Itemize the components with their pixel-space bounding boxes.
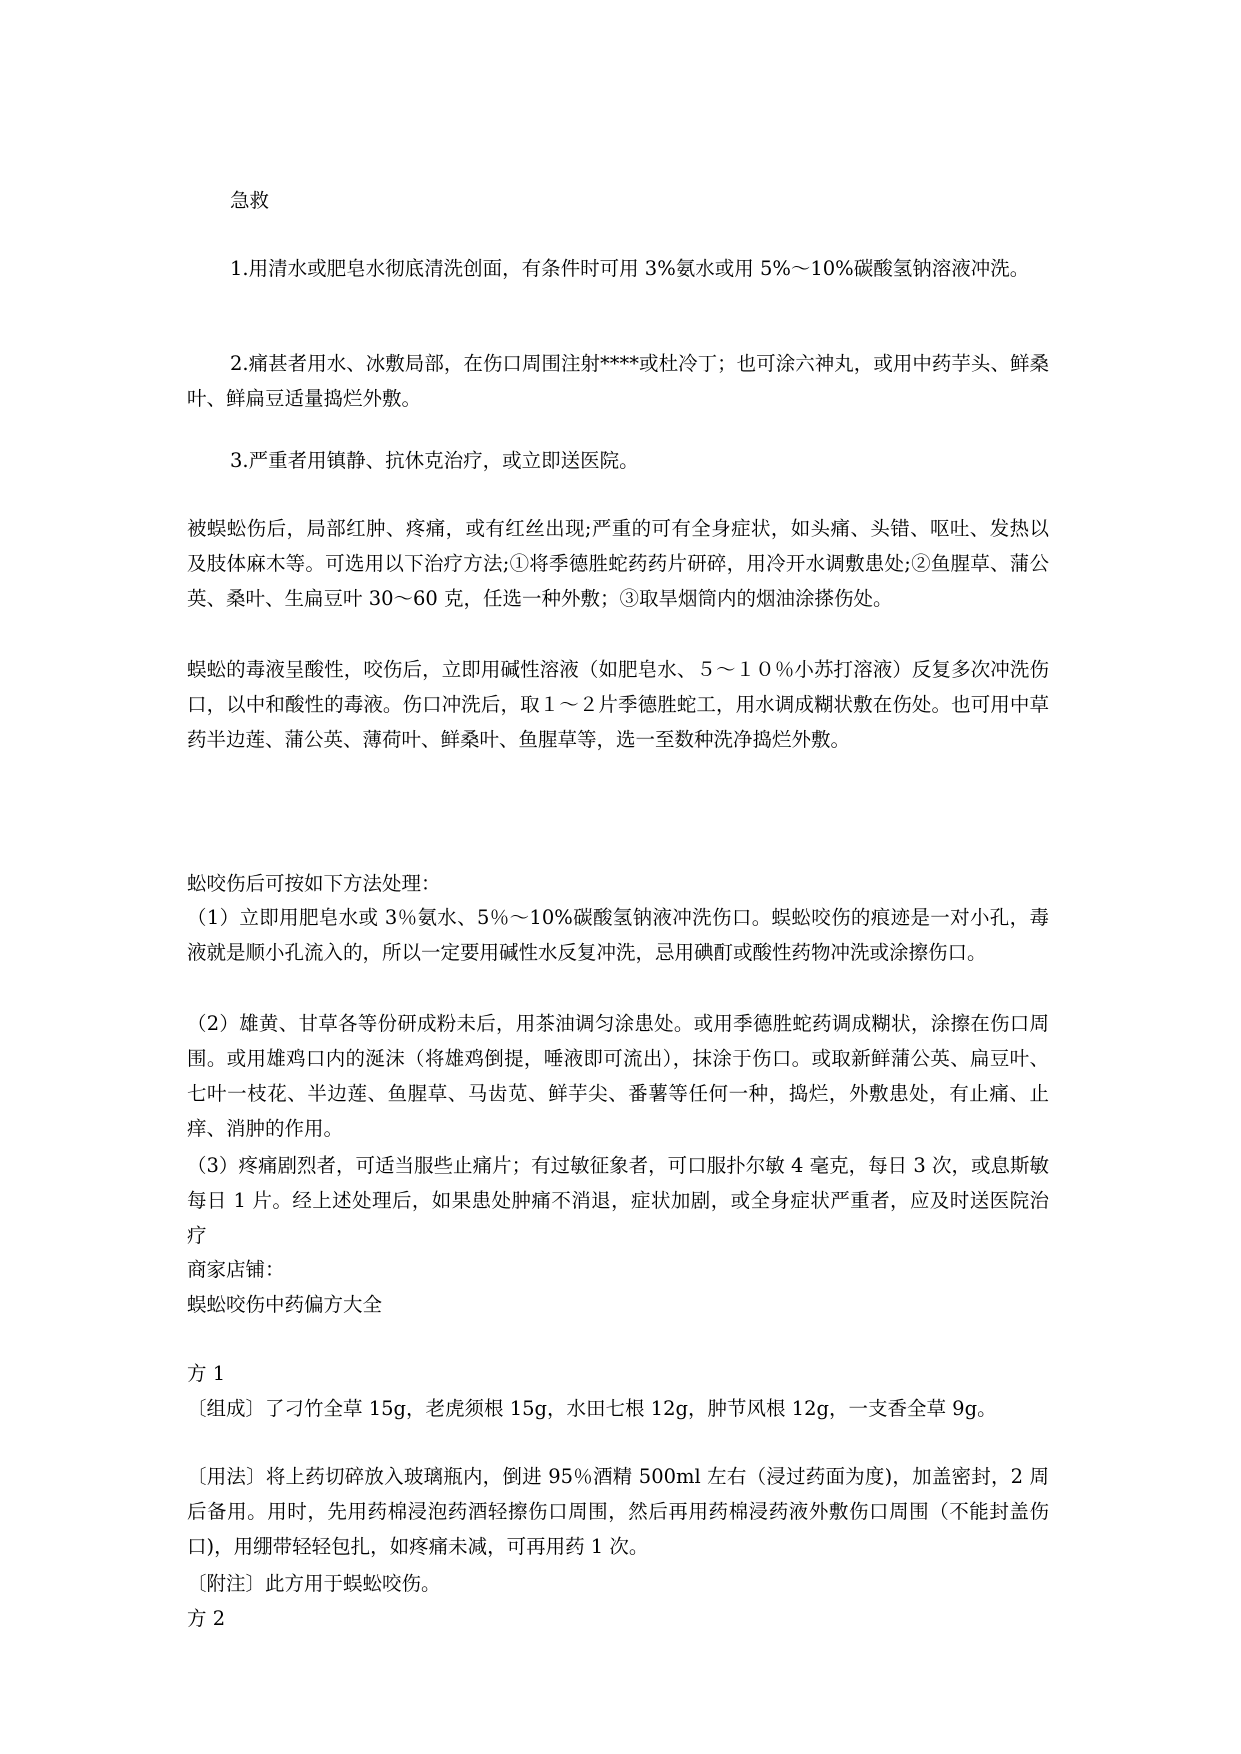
remedy-collection-title: 蜈蚣咬伤中药偏方大全 [187, 1293, 383, 1316]
recipe-1-composition: 〔组成〕了刁竹全草 15g，老虎须根 15g，水田七根 12g，肿节风根 12g，一支香全草 9g。 [187, 1397, 997, 1420]
recipe-1-label: 方 1 [187, 1362, 226, 1385]
recipe-2-label: 方 2 [187, 1607, 226, 1630]
treatment-item-3: （3）疼痛剧烈者，可适当服些止痛片；有过敏征象者，可口服扑尔敏 4 毫克，每日 3 次，或息斯敏每日 1 片。经上述处理后，如果患处肿痛不消退，症状加剧，或全身症状严重者，应及时送医院治疗 [187, 1154, 1049, 1247]
section-heading: 急救 [230, 189, 270, 212]
recipe-1-note: 〔附注〕此方用于蜈蚣咬伤。 [187, 1572, 441, 1595]
shop-label: 商家店铺： [187, 1258, 285, 1281]
first-aid-step-3: 3.严重者用镇静、抗休克治疗，或立即送医院。 [230, 449, 639, 472]
first-aid-step-2: 2.痛甚者用水、冰敷局部，在伤口周围注射****或杜冷丁；也可涂六神丸，或用中药芋头、鲜桑叶、鲜扁豆适量捣烂外敷。 [187, 352, 1049, 410]
treatment-item-1: （1）立即用肥皂水或 3％氨水、5％～10%碳酸氢钠液冲洗伤口。蜈蚣咬伤的痕迹是一对小孔，毒液就是顺小孔流入的，所以一定要用碱性水反复冲洗，忌用碘酊或酸性药物冲洗或涂擦伤口。 [187, 906, 1049, 964]
symptoms-paragraph: 被蜈蚣伤后，局部红肿、疼痛，或有红丝出现;严重的可有全身症状，如头痛、头错、呕吐、发热以及肢体麻木等。可选用以下治疗方法;①将季德胜蛇药药片研碎，用冷开水调敷患处;②鱼腥草、蒲公英、桑叶、生扁豆叶 30～60 克，任选一种外敷；③取旱烟筒内的烟油涂搽伤处。 [187, 517, 1049, 610]
treatment-intro: 蚣咬伤后可按如下方法处理： [187, 872, 441, 895]
acidic-venom-paragraph: 蜈蚣的毒液呈酸性，咬伤后，立即用碱性溶液（如肥皂水、５～１０％小苏打溶液）反复多次冲洗伤口，以中和酸性的毒液。伤口冲洗后，取１～２片季德胜蛇工，用水调成糊状敷在伤处。也可用中草药半边莲、蒲公英、薄荷叶、鲜桑叶、鱼腥草等，选一至数种洗净捣烂外敷。 [187, 658, 1049, 751]
treatment-item-2: （2）雄黄、甘草各等份研成粉未后，用茶油调匀涂患处。或用季德胜蛇药调成糊状，涂擦在伤口周围。或用雄鸡口内的涎沫（将雄鸡倒提，唾液即可流出），抹涂于伤口。或取新鲜蒲公英、扁豆叶、七叶一枝花、半边莲、鱼腥草、马齿苋、鲜芋尖、番薯等任何一种，捣烂，外敷患处，有止痛、止痒、消肿的作用。 [187, 1012, 1049, 1140]
first-aid-step-1: 1.用清水或肥皂水彻底清洗创面，有条件时可用 3%氨水或用 5%～10%碳酸氢钠溶液冲洗。 [230, 257, 1030, 280]
recipe-1-usage: 〔用法〕将上药切碎放入玻璃瓶内，倒进 95％酒精 500ml 左右（浸过药面为度)，加盖密封，2 周后备用。用时，先用药棉浸泡药酒轻擦伤口周围，然后再用药棉浸药液外敷伤口周围（不能封盖伤口)，用绷带轻轻包扎，如疼痛未减，可再用药 1 次。 [187, 1465, 1049, 1558]
